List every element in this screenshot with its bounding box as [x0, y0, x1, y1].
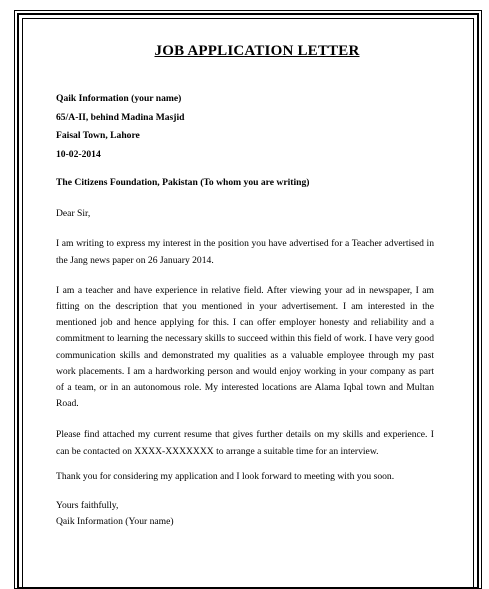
- sender-address-line2: Faisal Town, Lahore: [56, 130, 140, 141]
- sender-block: [56, 91, 434, 165]
- paragraph-experience: I am a teacher and have experience in relative field. After viewing your ad in newspaper, I am fitting on the description that you mentioned in your advertisement. I am interested in the mentioned job and hence applying for this. I can offer employer honesty and reliability and a commitment to learning the necessary skills to succeed within this field of work. I have very good communication skills and demonstrated my qualities as a valuable employee through my past work placements. I am a hardworking person and would enjoy working in your company as part of a team, or in an autonomous role. My interested locations are Alama Iqbal town and Multan Road.: [56, 284, 434, 410]
- paragraph-contact: Please find attached my current resume that gives further details on my skills and experience. I can be contacted on XXXX-XXXXXXX to arrange a suitable time for an interview.: [56, 429, 434, 457]
- letter-title: JOB APPLICATION LETTER: [154, 43, 360, 59]
- salutation: Dear Sir,: [56, 208, 91, 220]
- sender-name: Qaik Information (your name): [56, 93, 182, 104]
- paragraph-thanks: Thank you for considering my application and I look forward to meeting with you soon.: [56, 470, 395, 482]
- signature-line: Qaik Information (Your name): [56, 516, 174, 528]
- letter-date: 10-02-2014: [56, 148, 101, 160]
- recipient-line: The Citizens Foundation, Pakistan (To whom you are writing): [56, 177, 310, 188]
- letter-body: [56, 40, 434, 530]
- sender-address-line1: 65/A-II, behind Madina Masjid: [56, 111, 185, 123]
- paragraph-intro: I am writing to express my interest in the position you have advertised for a Teacher advertised in the Jang news paper on 26 January 2014.: [56, 238, 434, 266]
- closing-line: Yours faithfully,: [56, 500, 119, 512]
